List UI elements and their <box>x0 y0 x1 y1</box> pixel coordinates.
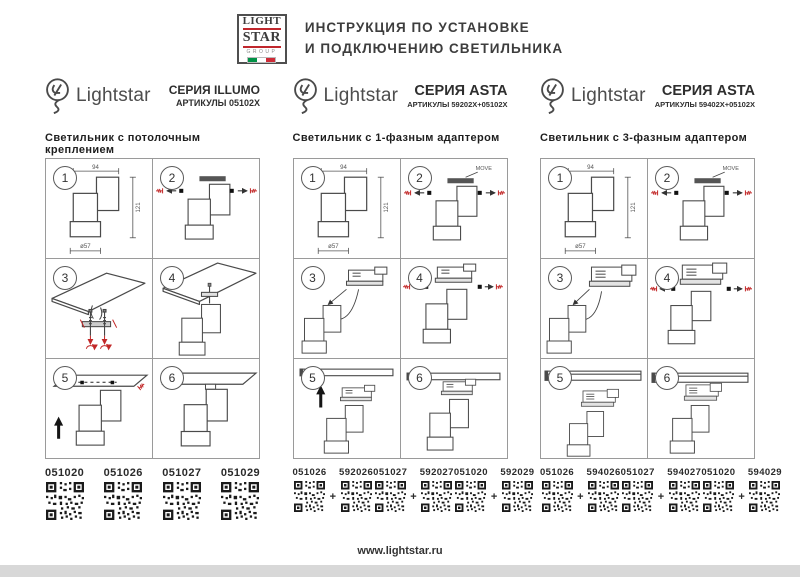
qr-code <box>502 481 533 512</box>
step-number: 5 <box>548 366 572 390</box>
article-number: 051027 <box>162 467 202 479</box>
brand-name: Lightstar <box>76 85 151 106</box>
step-cell-1 <box>294 159 400 258</box>
instruction-title-line1: ИНСТРУКЦИЯ ПО УСТАНОВКЕ <box>304 20 530 36</box>
step-number: 1 <box>53 166 77 190</box>
code-unit <box>748 467 782 512</box>
step-cell-3 <box>294 259 400 358</box>
step-number: 4 <box>160 266 184 290</box>
step-cell-1 <box>46 159 152 258</box>
code-unit <box>104 467 143 520</box>
code-pair <box>454 467 535 512</box>
columns-container <box>0 66 800 520</box>
qr-code <box>421 481 452 512</box>
step-cell-3 <box>541 259 647 358</box>
footer-bar <box>0 565 800 577</box>
step-cell-1 <box>541 159 647 258</box>
step-number: 4 <box>408 266 432 290</box>
dim-diameter-label: ø57 <box>575 243 586 250</box>
step-number: 6 <box>655 366 679 390</box>
qr-code <box>221 482 259 520</box>
plus-sign: + <box>577 490 584 503</box>
logo-star-text: STAR <box>243 31 281 48</box>
articles-label: АРТИКУЛЫ 59202X+05102X <box>407 100 508 110</box>
article-number: 051027 <box>373 467 408 478</box>
series-title: СЕРИЯ ASTA <box>414 83 508 100</box>
article-number: 594026 <box>586 467 621 478</box>
qr-code <box>749 481 780 512</box>
article-codes <box>540 467 782 512</box>
instruction-title <box>305 18 563 60</box>
step-number: 1 <box>548 166 572 190</box>
code-unit <box>162 467 201 520</box>
brand-name: Lightstar <box>571 85 646 106</box>
article-number: 051029 <box>220 467 260 479</box>
code-pair <box>621 467 702 512</box>
article-number: 594027 <box>667 467 702 478</box>
article-number: 051020 <box>701 467 736 478</box>
column-subtitle: Светильник с потолочным креплением <box>45 132 201 156</box>
step-number: 6 <box>408 366 432 390</box>
lightstar-logo-icon <box>293 78 318 114</box>
column-subtitle: Светильник с 1-фазным адаптером <box>292 132 500 144</box>
code-pair <box>540 467 621 512</box>
qr-code <box>294 481 325 512</box>
brand-row <box>540 76 755 116</box>
step-number: 3 <box>53 266 77 290</box>
column-subtitle: Светильник с 3-фазным адаптером <box>540 132 748 144</box>
move-label: MOVE <box>475 166 492 173</box>
step-number: 5 <box>53 366 77 390</box>
qr-code <box>455 481 486 512</box>
step-cell-3 <box>46 259 152 358</box>
code-unit <box>293 467 327 512</box>
article-number: 592029 <box>500 467 535 478</box>
article-number: 051020 <box>453 467 488 478</box>
step-number: 1 <box>301 166 325 190</box>
code-unit <box>500 467 534 512</box>
page-header <box>0 12 800 66</box>
step-cell-2 <box>153 159 259 258</box>
italy-flag-icon <box>247 57 276 63</box>
qr-code <box>588 481 619 512</box>
brand-name: Lightstar <box>323 85 399 106</box>
series-title: СЕРИЯ ASTA <box>661 83 755 100</box>
steps-grid <box>540 158 755 459</box>
step-number: 2 <box>160 166 184 190</box>
code-unit <box>373 467 407 512</box>
article-number: 594029 <box>747 467 782 478</box>
step-number: 3 <box>301 266 325 290</box>
step-cell-4 <box>153 259 259 358</box>
article-number: 051026 <box>292 467 327 478</box>
lightstar-logo-icon <box>45 78 70 114</box>
code-unit <box>221 467 260 520</box>
step-cell-5 <box>46 359 152 458</box>
article-number: 051027 <box>620 467 655 478</box>
article-number: 051020 <box>45 467 85 479</box>
move-label: MOVE <box>722 166 739 173</box>
plus-sign: + <box>490 490 498 503</box>
lightstar-logo-icon <box>540 78 565 114</box>
logo-group-text: GROUP <box>246 48 278 55</box>
qr-code <box>542 481 573 512</box>
qr-code <box>669 481 700 512</box>
code-unit <box>621 467 655 512</box>
qr-code <box>163 482 201 520</box>
code-pair <box>293 467 374 512</box>
article-number: 051026 <box>540 467 575 478</box>
article-number: 051026 <box>103 467 143 479</box>
step-number: 5 <box>301 366 325 390</box>
step-cell-6 <box>153 359 259 458</box>
code-unit <box>420 467 454 512</box>
qr-code <box>375 481 406 512</box>
dim-height-label: 121 <box>383 202 390 213</box>
article-number: 592026 <box>339 467 374 478</box>
code-unit <box>587 467 621 512</box>
instruction-title-line2: И ПОДКЛЮЧЕНИЮ СВЕТИЛЬНИКА <box>304 41 564 56</box>
qr-code <box>341 481 372 512</box>
step-cell-5 <box>541 359 647 458</box>
code-unit <box>540 467 574 512</box>
code-unit <box>45 467 84 520</box>
step-number: 2 <box>655 166 679 190</box>
code-pair <box>701 467 782 512</box>
plus-sign: + <box>410 490 417 503</box>
step-cell-2 <box>648 159 754 258</box>
plus-sign: + <box>657 490 665 503</box>
article-number: 592027 <box>419 467 454 478</box>
column-illumo <box>45 76 260 520</box>
step-number: 4 <box>655 266 679 290</box>
code-pair <box>373 467 454 512</box>
dim-width-label: 94 <box>92 165 99 172</box>
dim-diameter-label: ø57 <box>80 243 91 250</box>
code-unit <box>454 467 488 512</box>
step-cell-6 <box>401 359 507 458</box>
brand-row <box>293 76 508 116</box>
qr-code <box>104 482 142 520</box>
column-asta-3phase <box>540 76 782 520</box>
dim-height-label: 121 <box>135 202 142 213</box>
step-number: 6 <box>160 366 184 390</box>
qr-code <box>703 481 734 512</box>
logo-light-text: LIGHT <box>243 16 282 30</box>
qr-code <box>622 481 653 512</box>
qr-code <box>46 482 84 520</box>
steps-grid <box>293 158 508 459</box>
step-number: 3 <box>548 266 572 290</box>
column-asta-1phase <box>292 76 535 520</box>
code-unit <box>701 467 735 512</box>
dim-width-label: 94 <box>339 165 347 172</box>
series-title: СЕРИЯ ILLUMO <box>168 82 260 97</box>
plus-sign: + <box>329 490 337 503</box>
step-cell-2 <box>401 159 507 258</box>
dim-width-label: 94 <box>587 165 594 172</box>
lightstar-group-logo <box>237 14 287 64</box>
footer-url: www.lightstar.ru <box>357 545 443 557</box>
articles-label: АРТИКУЛЫ 59402X+05102X <box>654 100 755 110</box>
brand-row <box>45 76 260 116</box>
step-cell-4 <box>401 259 507 358</box>
plus-sign: + <box>738 490 745 503</box>
articles-label: АРТИКУЛЫ 05102X <box>176 97 260 108</box>
dim-height-label: 121 <box>630 202 637 213</box>
article-codes <box>292 467 535 512</box>
step-cell-6 <box>648 359 754 458</box>
article-codes <box>45 467 260 520</box>
code-unit <box>667 467 701 512</box>
code-unit <box>339 467 373 512</box>
step-cell-4 <box>648 259 754 358</box>
step-number: 2 <box>408 166 432 190</box>
dim-diameter-label: ø57 <box>327 243 339 250</box>
step-cell-5 <box>294 359 400 458</box>
steps-grid <box>45 158 260 459</box>
